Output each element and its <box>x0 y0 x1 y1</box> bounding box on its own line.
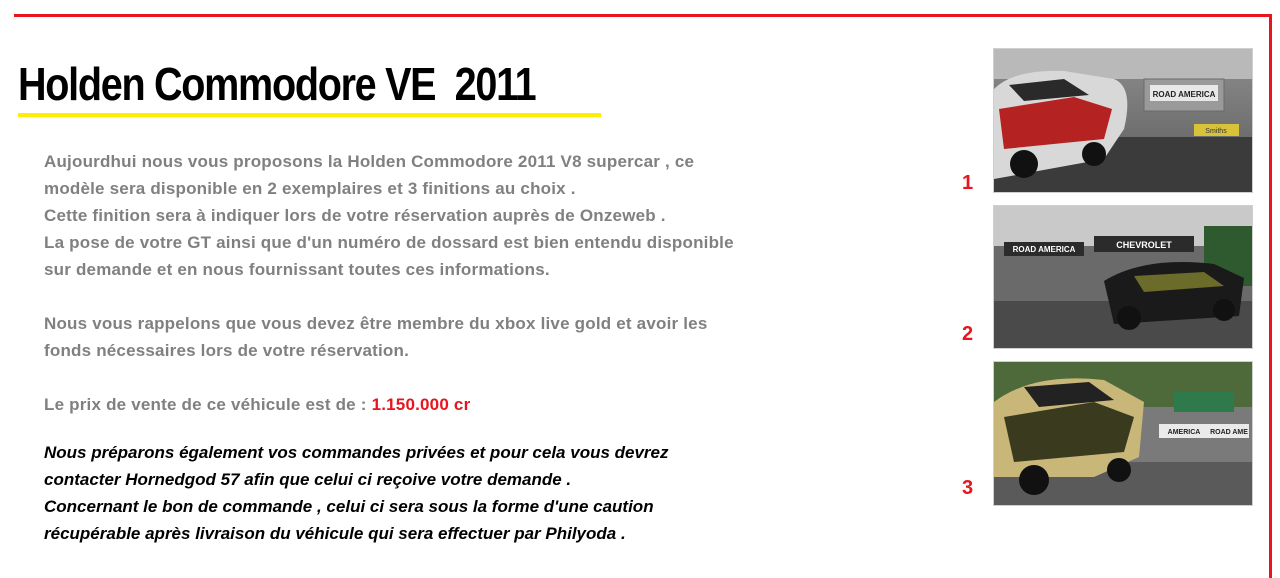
member-line-2: fonds nécessaires lors de votre réservation. <box>44 341 410 360</box>
member-line-1: Nous vous rappelons que vous devez être membre du xbox live gold et avoir les <box>44 314 708 333</box>
screenshot-2-sign: ROAD AMERICA <box>1012 245 1076 254</box>
screenshot-3-sign: AMERICA <box>1167 429 1201 436</box>
orders-line-2: contacter Hornedgod 57 afin que celui ci reçoive votre demande . <box>44 470 572 489</box>
frame-right-border <box>1269 14 1272 578</box>
screenshot-3-number: 3 <box>962 477 974 499</box>
intro-line-4: La pose de votre GT ainsi que d'un numéro de dossard est bien entendu disponible <box>44 233 734 252</box>
screenshot-2-number: 2 <box>962 323 974 345</box>
screenshot-1-sign-2: Smiths <box>1205 128 1227 135</box>
screenshot-2-sign-2: CHEVROLET <box>1116 240 1172 250</box>
description-block <box>44 148 944 418</box>
intro-line-5: sur demande et en nous fournissant toutes ces informations. <box>44 260 550 279</box>
page-title: Holden Commodore VE 2011 <box>18 58 536 110</box>
screenshot-2[interactable] <box>993 205 1253 349</box>
intro-line-1: Aujourdhui nous vous proposons la Holden Commodore 2011 V8 supercar , ce <box>44 152 695 171</box>
screenshot-1[interactable] <box>993 48 1253 193</box>
screenshot-3-sign-2: ROAD AME <box>1210 429 1248 436</box>
title-underline <box>18 113 601 117</box>
orders-line-4: récupérable après livraison du véhicule qui sera effectuer par Philyoda . <box>44 524 626 543</box>
orders-line-1: Nous préparons également vos commandes privées et pour cela vous devrez <box>44 443 669 462</box>
intro-line-3: Cette finition sera à indiquer lors de votre réservation auprès de Onzeweb . <box>44 206 666 225</box>
screenshot-1-sign: ROAD AMERICA <box>1152 90 1216 99</box>
frame-top-border <box>14 14 1272 17</box>
orders-line-3: Concernant le bon de commande , celui ci sera sous la forme d'une caution <box>44 497 654 516</box>
price-value: 1.150.000 cr <box>371 395 471 414</box>
price-line <box>44 391 944 418</box>
screenshot-1-number: 1 <box>962 172 974 194</box>
price-label: Le prix de vente de ce véhicule est de : <box>44 395 372 414</box>
orders-block <box>44 439 924 547</box>
intro-line-2: modèle sera disponible en 2 exemplaires et 3 finitions au choix . <box>44 179 576 198</box>
screenshot-3[interactable] <box>993 361 1253 506</box>
